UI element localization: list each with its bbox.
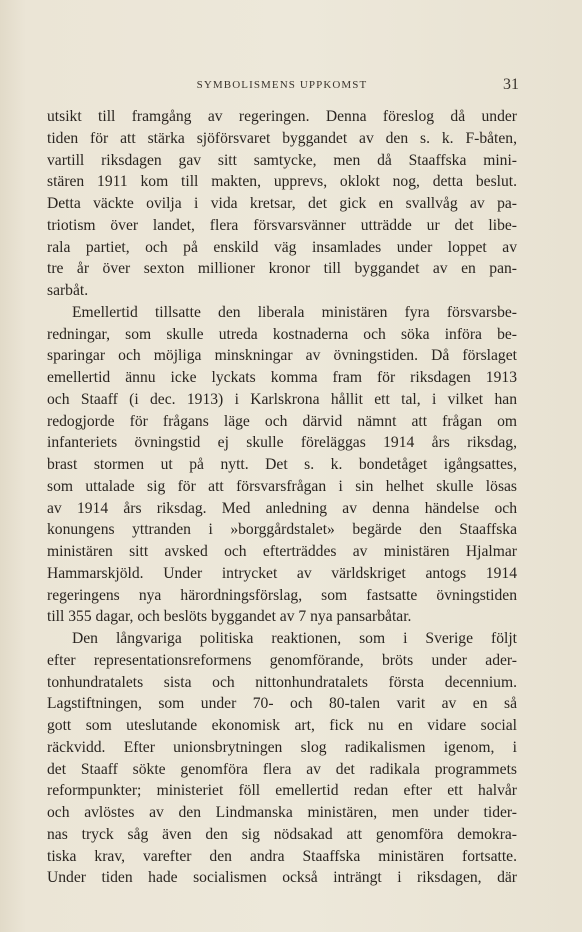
text-line: och avlöstes av den Lindmanska ministären, men under tider- (47, 804, 517, 821)
text-line: tonhundratalets sista och nittonhundratalets första decennium. (47, 673, 517, 691)
text-line: rala partiet, och på enskild väg insamlades under loppet av (47, 238, 517, 256)
text-line: konungens yttranden i »borggårdstalet» begärde den Staaffska (47, 521, 517, 539)
text-line: utsikt till framgång av regeringen. Denna föreslog då under (47, 108, 517, 125)
text-line: av 1914 års riksdag. Med anledning av denna händelse och (47, 499, 517, 517)
text-line: Den långvariga politiska reaktionen, som i Sverige följt (72, 630, 517, 647)
text-line: regeringens nya härordningsförslag, som fastsatte övningstiden (47, 586, 517, 604)
page-number: 31 (503, 76, 519, 93)
body-text (47, 106, 517, 889)
text-line: Under tiden hade socialismen också inträngt i riksdagen, där (47, 869, 517, 887)
text-line: sarbåt. (47, 282, 89, 299)
text-line: efter representationsreformens genomförande, bröts under ader- (47, 651, 517, 669)
text-line: infanteriets övningstid ej skulle föreläggas 1914 års riksdag, (47, 434, 517, 452)
text-line: tre år över sexton millioner kronor till byggandet av en pan- (47, 260, 517, 278)
text-line: gott som uteslutande ekonomisk art, fick nu en vidare social (47, 717, 517, 734)
text-line: stären 1911 kom till makten, upprevs, oklokt nog, detta beslut. (47, 173, 517, 191)
text-line: redningar, som skulle utreda kostnaderna och söka införa be- (47, 325, 517, 343)
text-line: och Staaff (i dec. 1913) i Karlskrona hållit ett tal, i vilket han (47, 390, 517, 408)
text-line: redogjorde för frågans läge och därvid nämnt att frågan om (47, 412, 517, 430)
text-line: reformpunkter; ministeriet föll emellertid redan efter ett halvår (47, 782, 517, 800)
text-line: till 355 dagar, och beslöts byggandet av 7 nya pansarbåtar. (47, 608, 412, 626)
text-line: triotism över landet, flera försvarsvänner utträdde ur det libe- (47, 216, 517, 234)
text-line: tiden för att stärka sjöförsvaret byggandet av den s. k. F-båten, (47, 129, 517, 147)
text-line: Detta väckte ovilja i vida kretsar, det gick en svallvåg av pa- (47, 195, 517, 212)
running-title: SYMBOLISMENS UPPKOMST (196, 79, 368, 91)
text-line: som uttalade sig för att försvarsfrågan i sin helhet skulle lösas (47, 477, 517, 495)
text-line: vartill riksdagen gav sitt samtycke, men då Staaffska mini- (47, 151, 517, 169)
text-line: emellertid ännu icke lyckats komma fram för riksdagen 1913 (47, 369, 517, 386)
text-line: sparingar och möjliga minskningar av övningstiden. Då förslaget (47, 347, 517, 365)
text-line: Hammarskjöld. Under intrycket av världskriget antogs 1914 (47, 564, 517, 582)
text-line: Emellertid tillsatte den liberala ministären fyra försvarsbe- (72, 303, 517, 321)
running-head (47, 75, 517, 95)
text-line: räckvidd. Efter unionsbrytningen slog radikalismen igenom, i (47, 738, 517, 756)
text-line: tiska krav, varefter den andra Staaffska ministären fortsatte. (47, 847, 517, 865)
text-line: brast stormen ut på nytt. Det s. k. bondetåget igångsattes, (47, 456, 517, 473)
text-line: ministären sitt avsked och efterträddes av ministären Hjalmar (47, 543, 517, 560)
text-line: det Staaff sökte genomföra flera av det radikala programmets (47, 760, 517, 778)
text-line: Lagstiftningen, som under 70- och 80-talen varit av en så (47, 695, 517, 713)
text-line: nas tryck såg även den sig nödsakad att genomföra demokra- (47, 825, 517, 843)
